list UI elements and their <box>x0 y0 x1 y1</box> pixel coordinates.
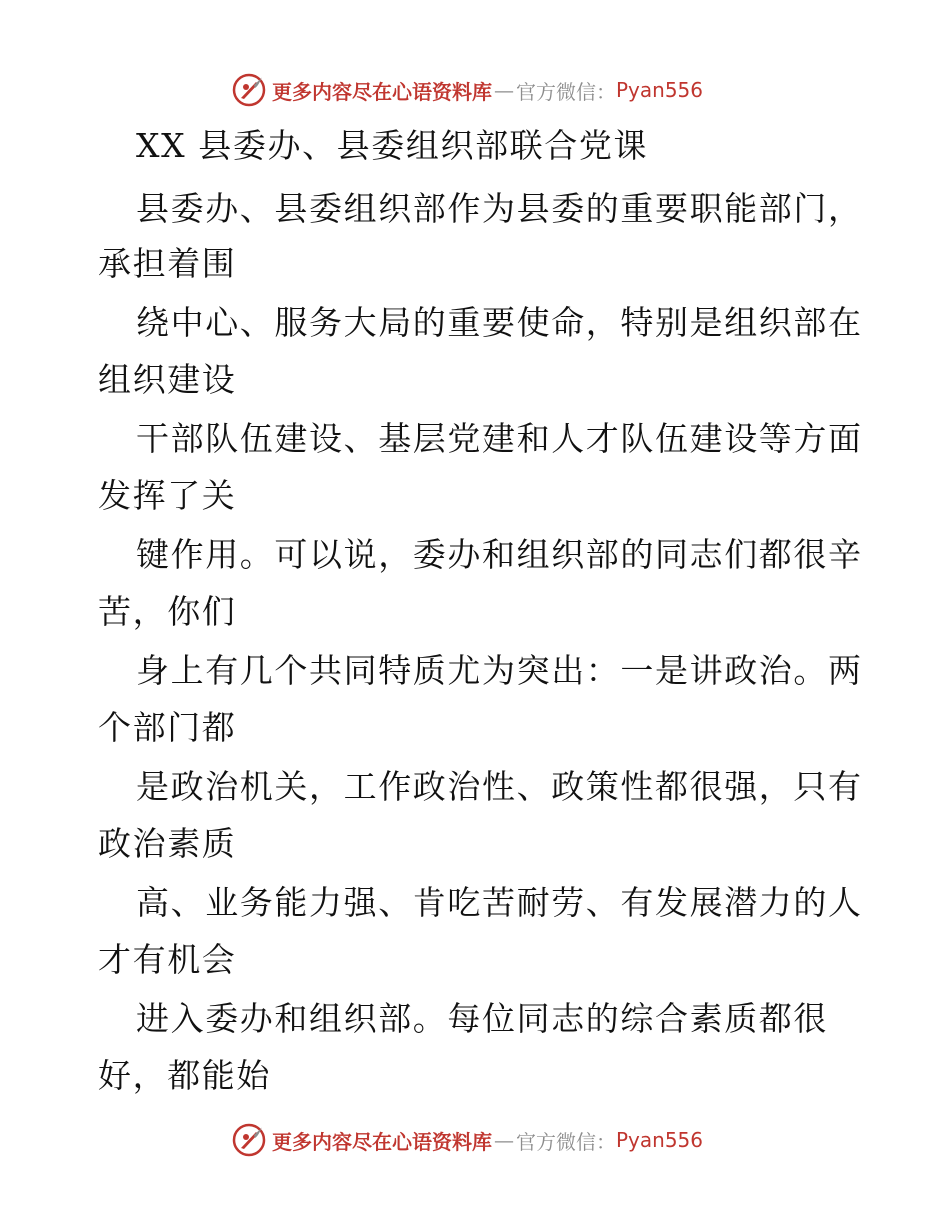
body-line: 发挥了关 <box>98 476 237 515</box>
banner-wechat-id: Pyan556 <box>616 78 704 102</box>
banner-wechat-label: 官方微信： <box>516 79 616 104</box>
body-line: 键作用。可以说，委办和组织部的同志们都很辛 <box>136 535 863 574</box>
banner-wechat-id: Pyan556 <box>616 1128 704 1152</box>
banner-separator: — <box>494 1128 514 1152</box>
body-line: 身上有几个共同特质尤为突出：一是讲政治。两 <box>136 651 863 690</box>
quill-logo-icon <box>232 73 266 107</box>
banner-wechat-label: 官方微信： <box>516 1129 616 1154</box>
document-title: XX 县委办、县委组织部联合党课 <box>136 126 649 165</box>
body-line: 高、业务能力强、肯吃苦耐劳、有发展潜力的人 <box>136 883 863 922</box>
banner-title: 更多内容尽在心语资料库 <box>272 1129 492 1154</box>
body-line: 才有机会 <box>98 940 237 979</box>
footer-banner[interactable] <box>232 1120 712 1160</box>
body-line: 绕中心、服务大局的重要使命，特别是组织部在 <box>136 303 863 342</box>
header-banner[interactable] <box>232 70 712 110</box>
body-line: 个部门都 <box>98 708 237 747</box>
body-line: 苦，你们 <box>98 592 237 631</box>
body-line: 是政治机关，工作政治性、政策性都很强，只有 <box>136 767 863 806</box>
body-line: 政治素质 <box>98 824 237 863</box>
body-line: 干部队伍建设、基层党建和人才队伍建设等方面 <box>136 419 863 458</box>
body-line: 承担着围 <box>98 244 237 283</box>
body-line: 组织建设 <box>98 360 237 399</box>
banner-title: 更多内容尽在心语资料库 <box>272 79 492 104</box>
body-line: 县委办、县委组织部作为县委的重要职能部门， <box>136 189 863 228</box>
body-line: 好，都能始 <box>98 1056 271 1095</box>
body-line: 进入委办和组织部。每位同志的综合素质都很 <box>136 999 828 1038</box>
quill-logo-icon <box>232 1123 266 1157</box>
banner-separator: — <box>494 78 514 102</box>
